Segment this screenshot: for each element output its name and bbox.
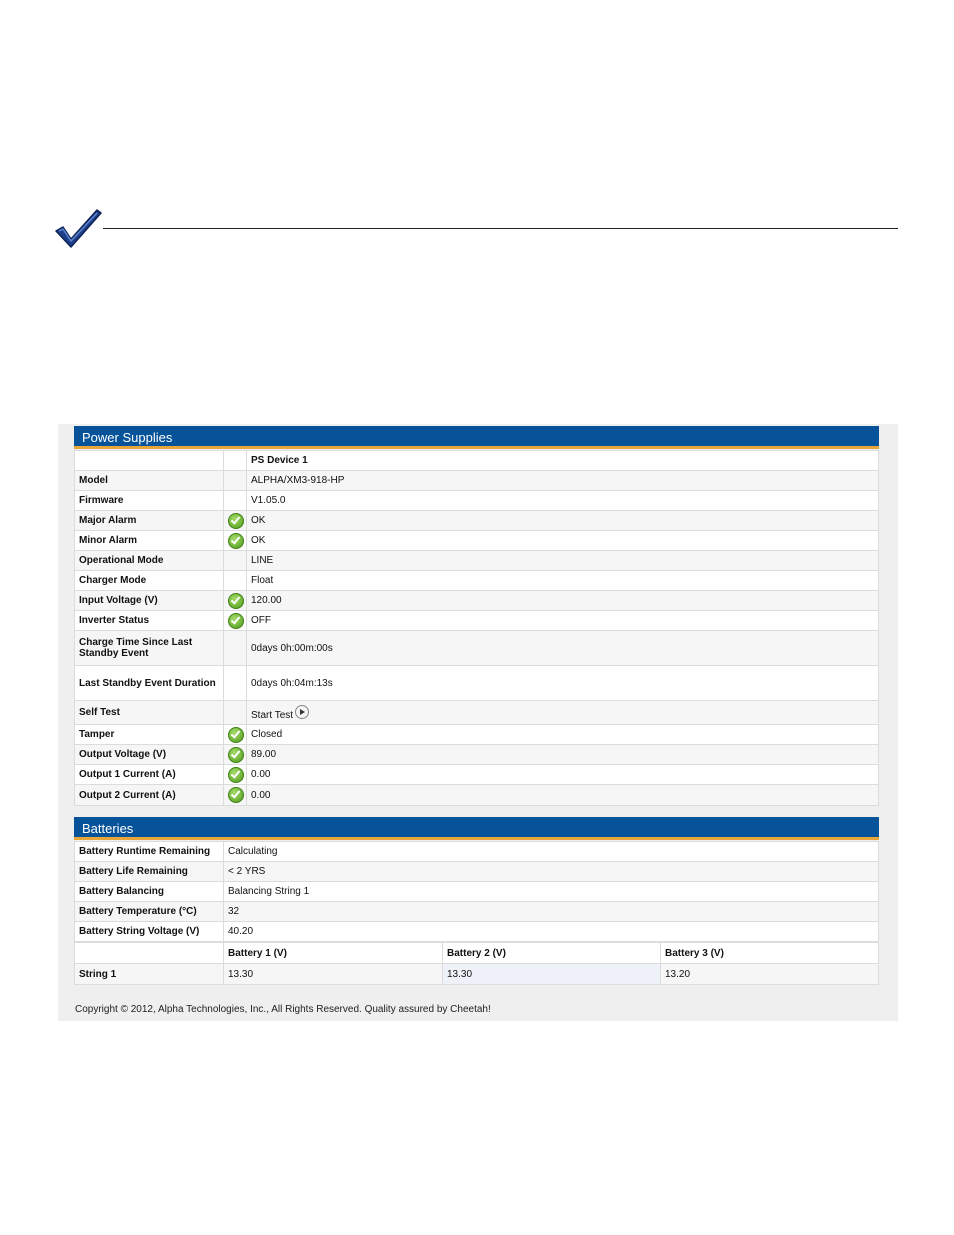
table-row <box>75 862 879 882</box>
row-value: 40.20 <box>224 922 879 942</box>
row-value: < 2 YRS <box>224 862 879 882</box>
table-row <box>75 765 879 785</box>
status-ok-icon <box>228 613 244 629</box>
row-label: Major Alarm <box>75 511 224 531</box>
status-ok-icon <box>228 727 244 743</box>
string-value: 13.30 <box>443 964 661 985</box>
table-row <box>75 725 879 745</box>
row-value: OK <box>247 531 879 551</box>
row-label: Charge Time Since Last Standby Event <box>75 631 224 666</box>
status-ok-icon <box>228 513 244 529</box>
table-row <box>75 491 879 511</box>
string-row <box>75 964 879 985</box>
table-row <box>75 745 879 765</box>
row-value: LINE <box>247 551 879 571</box>
status-ok-icon <box>228 787 244 803</box>
row-label: Battery Balancing <box>75 882 224 902</box>
table-row <box>75 922 879 942</box>
row-label: Battery Life Remaining <box>75 862 224 882</box>
table-row <box>75 842 879 862</box>
table-row <box>75 591 879 611</box>
row-label: Output 1 Current (A) <box>75 765 224 785</box>
table-header-row <box>75 451 879 471</box>
status-ok-icon <box>228 767 244 783</box>
power-supplies-header: Power Supplies <box>74 426 879 449</box>
table-row <box>75 631 879 666</box>
row-value: Calculating <box>224 842 879 862</box>
row-label: Battery Temperature (°C) <box>75 902 224 922</box>
status-ok-icon <box>228 593 244 609</box>
string-column-header: Battery 1 (V) <box>224 943 443 964</box>
row-value: OK <box>247 511 879 531</box>
checkmark-icon <box>53 207 103 249</box>
row-value: 120.00 <box>247 591 879 611</box>
status-ok-icon <box>228 747 244 763</box>
table-row <box>75 701 879 725</box>
string-value: 13.20 <box>661 964 879 985</box>
status-ok-icon <box>228 533 244 549</box>
row-label: Tamper <box>75 725 224 745</box>
row-value: 0days 0h:00m:00s <box>247 631 879 666</box>
table-row <box>75 611 879 631</box>
row-value: 0days 0h:04m:13s <box>247 666 879 701</box>
string-column-header: Battery 3 (V) <box>661 943 879 964</box>
start-test-label: Start Test <box>251 709 294 721</box>
play-icon[interactable] <box>295 705 309 719</box>
table-row <box>75 882 879 902</box>
row-value: V1.05.0 <box>247 491 879 511</box>
table-row <box>75 551 879 571</box>
row-label: Output Voltage (V) <box>75 745 224 765</box>
row-value: 0.00 <box>247 785 879 806</box>
batteries-table <box>74 841 879 942</box>
table-row <box>75 666 879 701</box>
horizontal-rule <box>103 228 898 229</box>
string-label: String 1 <box>75 964 224 985</box>
row-label: Minor Alarm <box>75 531 224 551</box>
batteries-header: Batteries <box>74 817 879 840</box>
self-test-cell <box>247 701 879 725</box>
row-value: ALPHA/XM3-918-HP <box>247 471 879 491</box>
string-value: 13.30 <box>224 964 443 985</box>
device-header: PS Device 1 <box>247 451 879 471</box>
table-row <box>75 785 879 806</box>
row-label: Battery String Voltage (V) <box>75 922 224 942</box>
strings-header-row <box>75 943 879 964</box>
row-label: Model <box>75 471 224 491</box>
table-row <box>75 511 879 531</box>
row-label: Battery Runtime Remaining <box>75 842 224 862</box>
string-column-header: Battery 2 (V) <box>443 943 661 964</box>
battery-strings-table <box>74 942 879 985</box>
row-label: Firmware <box>75 491 224 511</box>
row-value: 32 <box>224 902 879 922</box>
copyright-text: Copyright © 2012, Alpha Technologies, Inc., All Rights Reserved. Quality assured by Cheetah! <box>75 1004 491 1015</box>
row-label: Inverter Status <box>75 611 224 631</box>
row-label: Last Standby Event Duration <box>75 666 224 701</box>
table-row <box>75 471 879 491</box>
table-row <box>75 531 879 551</box>
row-label: Self Test <box>75 701 224 725</box>
row-label: Charger Mode <box>75 571 224 591</box>
row-value: Balancing String 1 <box>224 882 879 902</box>
power-supplies-table <box>74 450 879 806</box>
row-value: OFF <box>247 611 879 631</box>
row-label: Operational Mode <box>75 551 224 571</box>
row-label: Output 2 Current (A) <box>75 785 224 806</box>
row-value: Closed <box>247 725 879 745</box>
row-value: 0.00 <box>247 765 879 785</box>
row-label: Input Voltage (V) <box>75 591 224 611</box>
table-row <box>75 902 879 922</box>
start-test-button[interactable] <box>251 710 309 721</box>
row-value: 89.00 <box>247 745 879 765</box>
row-value: Float <box>247 571 879 591</box>
table-row <box>75 571 879 591</box>
